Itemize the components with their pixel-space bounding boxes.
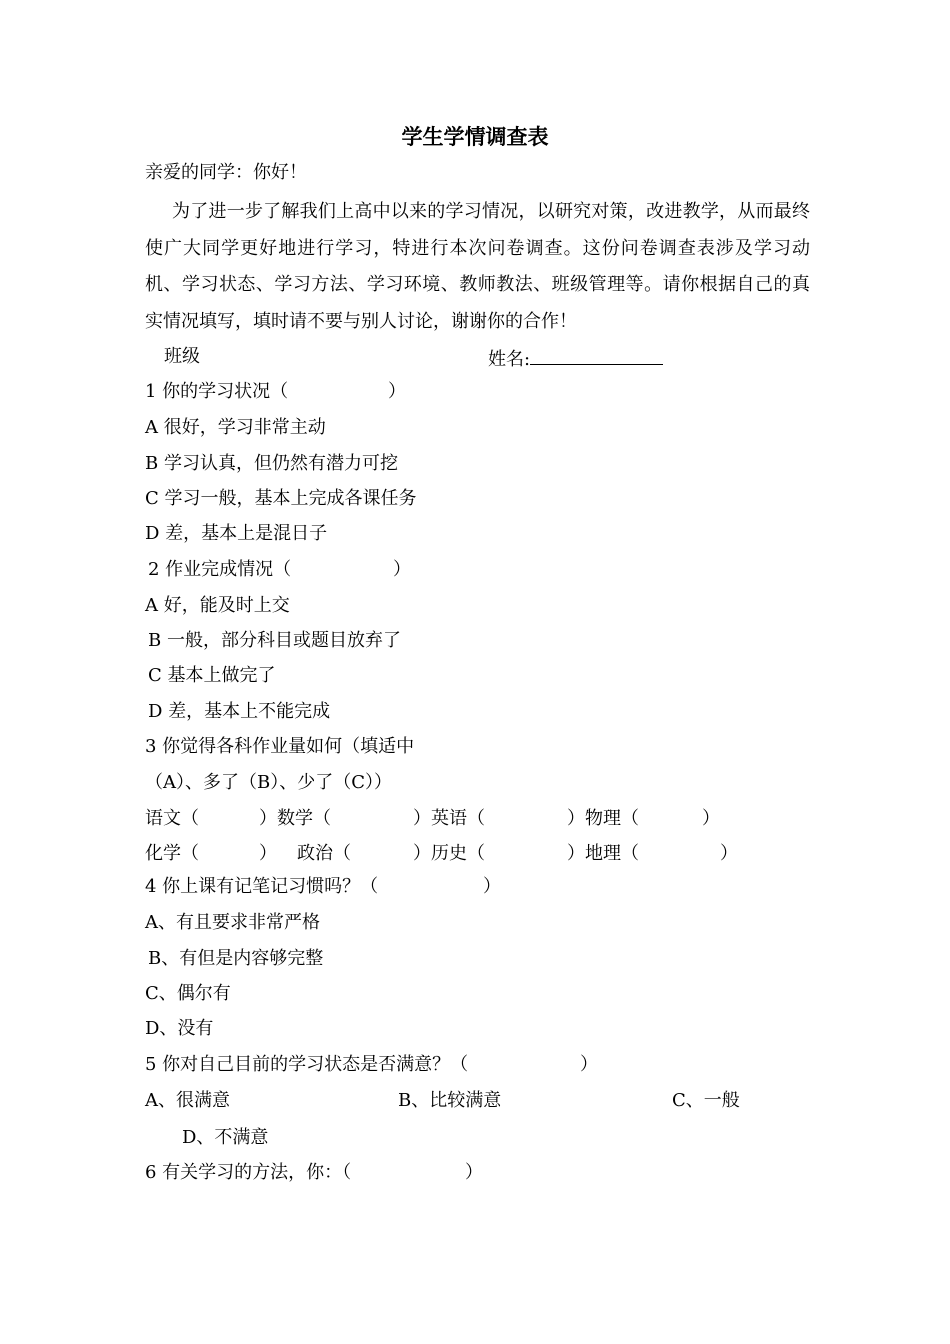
q3-subject-history: ）历史（ [413, 843, 485, 864]
q5-option-d: D、不满意 [182, 1127, 269, 1148]
q3-subject-geography: ）地理（ [567, 843, 639, 864]
q3-subject-chemistry: 化学（ [145, 843, 199, 864]
q6-question: 6 有关学习的方法，你：（ [145, 1162, 352, 1183]
q6-answer-close: ） [465, 1162, 483, 1183]
q3-subject-politics: 政治（ [297, 843, 351, 864]
q2-answer-close: ） [393, 559, 411, 580]
q1-option-b: B 学习认真，但仍然有潜力可挖 [145, 453, 398, 474]
greeting: 亲爱的同学：你好！ [145, 162, 307, 183]
q3-question: 3 你觉得各科作业量如何（填适中 [145, 736, 415, 757]
q3-subject-geography-close: ） [720, 843, 738, 864]
q4-option-b: B、有但是内容够完整 [148, 948, 324, 969]
page-title: 学生学情调查表 [401, 124, 549, 149]
q2-question: 2 作业完成情况（ [148, 559, 292, 580]
name-field[interactable] [488, 346, 663, 371]
q2-option-d: D 差，基本上不能完成 [148, 701, 331, 722]
q3-subject-physics: ）物理（ [567, 808, 639, 829]
q5-answer-close: ） [580, 1054, 598, 1075]
q5-option-a: A、很满意 [145, 1090, 230, 1111]
q1-answer-close: ） [388, 381, 406, 402]
name-blank[interactable] [530, 346, 663, 365]
q3-subject-math: ）数学（ [259, 808, 331, 829]
q2-option-a: A 好，能及时上交 [145, 595, 290, 616]
q4-option-a: A、有且要求非常严格 [145, 912, 320, 933]
q3-subject-physics-close: ） [702, 808, 720, 829]
q3-subject-english: ）英语（ [413, 808, 485, 829]
intro-paragraph: 为了进一步了解我们上高中以来的学习情况，以研究对策，改进教学，从而最终使广大同学更好地进行学习，特进行本次问卷调查。这份问卷调查表涉及学习动机、学习状态、学习方法、学习环境、教师教法、班级管理等。请你根据自己的真实情况填写，填时请不要与别人讨论，谢谢你的合作！ [145, 201, 810, 332]
name-label: 姓名: [488, 349, 531, 370]
q3-question-cont: （A）、多了（B）、少了（C）） [145, 772, 392, 793]
q3-subject-chinese: 语文（ [145, 808, 199, 829]
q2-option-b: B 一般，部分科目或题目放弃了 [148, 630, 401, 651]
q2-option-c: C 基本上做完了 [148, 665, 276, 686]
q4-answer-close: ） [483, 876, 501, 897]
q1-option-d: D 差，基本上是混日子 [145, 523, 328, 544]
q5-option-b: B、比较满意 [398, 1090, 502, 1111]
q4-question: 4 你上课有记笔记习惯吗？（ [145, 876, 379, 897]
q5-option-c: C、一般 [672, 1090, 740, 1111]
q1-option-a: A 很好，学习非常主动 [145, 417, 326, 438]
q5-question: 5 你对自己目前的学习状态是否满意？（ [145, 1054, 469, 1075]
q1-question: 1 你的学习状况（ [145, 381, 289, 402]
class-label: 班级 [164, 346, 200, 367]
q4-option-c: C、偶尔有 [145, 983, 231, 1004]
q3-subject-chemistry-close: ） [259, 843, 277, 864]
q1-option-c: C 学习一般，基本上完成各课任务 [145, 488, 417, 509]
q4-option-d: D、没有 [145, 1018, 214, 1039]
